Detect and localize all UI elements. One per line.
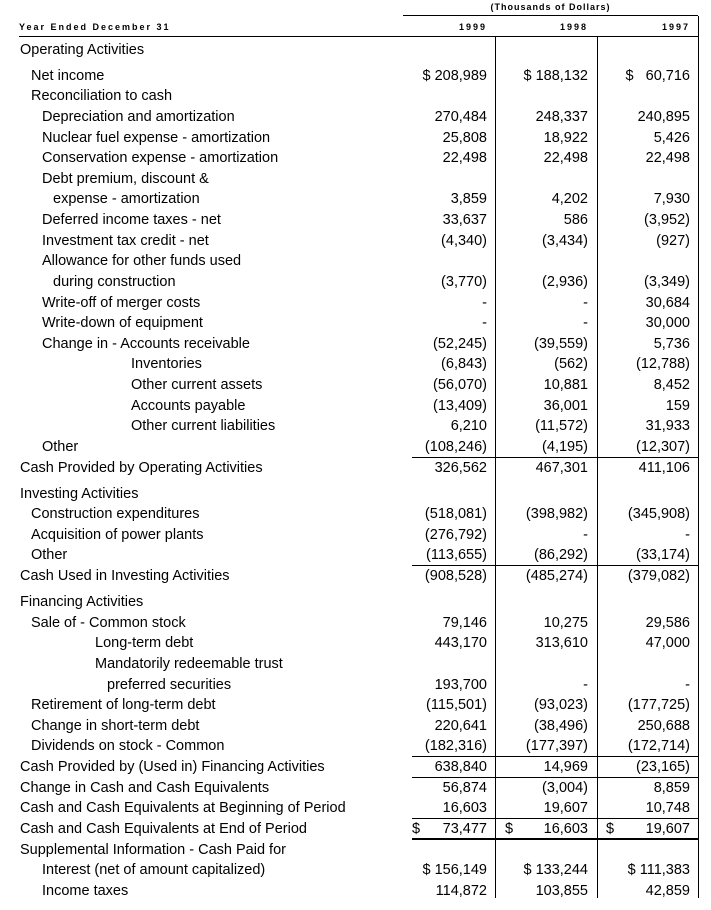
cell-1998: 586 xyxy=(563,212,588,228)
cell-1998: 103,855 xyxy=(535,883,588,899)
cell-1997: (23,165) xyxy=(635,759,690,775)
cell-1997: (172,714) xyxy=(627,738,690,754)
cell-1999: (56,070) xyxy=(432,377,487,393)
cell-1997: 47,000 xyxy=(645,635,690,651)
row-label: Supplemental Information - Cash Paid for xyxy=(20,842,286,858)
subtotal-rule xyxy=(412,457,698,458)
cell-1997: 7,930 xyxy=(653,191,690,207)
period-label: Year Ended December 31 xyxy=(19,22,171,32)
row-label: Change in - Accounts receivable xyxy=(42,336,250,352)
table-row xyxy=(0,66,711,86)
row-label: Cash and Cash Equivalents at Beginning of Period xyxy=(20,800,346,816)
cell-1997: - xyxy=(685,527,690,543)
row-label: Dividends on stock - Common xyxy=(31,738,225,754)
cell-1999: (908,528) xyxy=(424,568,487,584)
cell-1999: $ 208,989 xyxy=(422,68,487,84)
cell-1998: (38,496) xyxy=(533,718,588,734)
table-row xyxy=(0,40,711,60)
cell-1997: 10,748 xyxy=(645,800,690,816)
table-row xyxy=(0,210,711,230)
row-label: Income taxes xyxy=(42,883,129,899)
row-label: Long-term debt xyxy=(95,635,194,651)
row-label: Change in short-term debt xyxy=(31,718,200,734)
cell-1997: (345,908) xyxy=(627,506,690,522)
table-row xyxy=(0,613,711,633)
cell-1997: 5,426 xyxy=(653,130,690,146)
table-row xyxy=(0,716,711,736)
currency-symbol: $ xyxy=(505,821,514,837)
cell-1997: (3,349) xyxy=(644,274,690,290)
row-label: Inventories xyxy=(131,356,202,372)
table-row xyxy=(0,293,711,313)
cell-1997: (12,788) xyxy=(635,356,690,372)
row-label: Allowance for other funds used xyxy=(42,253,242,269)
row-label: Conservation expense - amortization xyxy=(42,150,279,166)
table-row xyxy=(0,545,711,565)
table-row xyxy=(0,231,711,251)
cell-1998: - xyxy=(583,315,588,331)
cell-1998: 10,275 xyxy=(543,615,588,631)
cell-1999: (6,843) xyxy=(441,356,487,372)
row-label: Deferred income taxes - net xyxy=(42,212,221,228)
row-label: Investment tax credit - net xyxy=(42,233,209,249)
cell-1999: (4,340) xyxy=(441,233,487,249)
table-row xyxy=(0,334,711,354)
table-row xyxy=(0,107,711,127)
cell-1997: (3,952) xyxy=(644,212,690,228)
total-double-rule xyxy=(412,838,698,840)
table-row xyxy=(0,798,711,818)
cell-1997: (177,725) xyxy=(627,697,690,713)
cell-1997: (33,174) xyxy=(635,547,690,563)
row-label: Other xyxy=(31,547,68,563)
cell-1997: 42,859 xyxy=(645,883,690,899)
year-header-1997: 1997 xyxy=(661,22,690,32)
cell-1998: - xyxy=(583,527,588,543)
row-label: Investing Activities xyxy=(20,486,139,502)
row-label: expense - amortization xyxy=(53,191,200,207)
cell-1998: (562) xyxy=(554,356,588,372)
cell-1998: $ 133,244 xyxy=(523,862,588,878)
cell-1998: (398,982) xyxy=(525,506,588,522)
row-label: Accounts payable xyxy=(131,398,246,414)
cell-1999: (13,409) xyxy=(432,398,487,414)
row-label: Other current liabilities xyxy=(131,418,276,434)
cell-1998: - xyxy=(583,295,588,311)
cell-1998: (3,434) xyxy=(542,233,588,249)
table-row xyxy=(0,819,711,839)
cell-1997: 5,736 xyxy=(653,336,690,352)
cell-1997: $ 111,383 xyxy=(627,862,690,878)
table-row xyxy=(0,654,711,674)
cell-1999: 326,562 xyxy=(434,460,487,476)
table-row xyxy=(0,592,711,612)
row-label: Interest (net of amount capitalized) xyxy=(42,862,266,878)
cell-1997: 29,586 xyxy=(645,615,690,631)
table-row xyxy=(0,354,711,374)
table-row xyxy=(0,675,711,695)
table-row xyxy=(0,416,711,436)
currency-symbol: $ xyxy=(606,821,615,837)
cell-1999: (115,501) xyxy=(426,697,487,713)
row-label: Change in Cash and Cash Equivalents xyxy=(20,780,270,796)
table-row xyxy=(0,251,711,271)
table-row xyxy=(0,148,711,168)
row-label: Cash Provided by Operating Activities xyxy=(20,460,263,476)
row-label: Acquisition of power plants xyxy=(31,527,204,543)
cell-1999: (182,316) xyxy=(424,738,487,754)
cell-1999: (113,655) xyxy=(426,547,487,563)
cell-1998: (485,274) xyxy=(525,568,588,584)
table-row xyxy=(0,525,711,545)
row-label: Debt premium, discount & xyxy=(42,171,209,187)
cell-1997: 8,859 xyxy=(653,780,690,796)
cell-1997: 31,933 xyxy=(645,418,690,434)
cell-1998: (93,023) xyxy=(533,697,588,713)
row-label: Depreciation and amortization xyxy=(42,109,235,125)
units-rule xyxy=(403,15,698,16)
year-header-1998: 1998 xyxy=(559,22,588,32)
cell-1998: (3,004) xyxy=(542,780,588,796)
cell-1997: $ 60,716 xyxy=(625,68,690,84)
cell-1998: 10,881 xyxy=(543,377,588,393)
cell-1997: 159 xyxy=(665,398,690,414)
table-row xyxy=(0,633,711,653)
table-row xyxy=(0,504,711,524)
cell-1999: (276,792) xyxy=(424,527,487,543)
cell-1999: 193,700 xyxy=(434,677,487,693)
cell-1999: 6,210 xyxy=(450,418,487,434)
table-row xyxy=(0,313,711,333)
cell-1998: - xyxy=(583,677,588,693)
table-row xyxy=(0,484,711,504)
subtotal-rule xyxy=(412,756,698,757)
cell-1998: 18,922 xyxy=(543,130,588,146)
cell-1998: 36,001 xyxy=(543,398,588,414)
cell-1999: 22,498 xyxy=(442,150,487,166)
cell-1999: 56,874 xyxy=(442,780,487,796)
cell-1999: 443,170 xyxy=(434,635,487,651)
table-row xyxy=(0,778,711,798)
cell-1998: 313,610 xyxy=(535,635,588,651)
cell-1997: 22,498 xyxy=(645,150,690,166)
cell-1997: - xyxy=(685,677,690,693)
table-row xyxy=(0,840,711,860)
row-label: Mandatorily redeemable trust xyxy=(95,656,283,672)
cell-1998: (4,195) xyxy=(542,439,588,455)
cell-1999: (108,246) xyxy=(424,439,487,455)
cell-1997: 8,452 xyxy=(653,377,690,393)
cell-1999: 73,477 xyxy=(442,821,487,837)
subtotal-rule xyxy=(412,777,698,778)
table-row xyxy=(0,396,711,416)
cell-1999: 114,872 xyxy=(435,883,487,899)
cell-1997: 240,895 xyxy=(637,109,690,125)
row-label: Write-down of equipment xyxy=(42,315,203,331)
subtotal-rule xyxy=(412,818,698,819)
cell-1999: - xyxy=(482,315,487,331)
row-label: Cash and Cash Equivalents at End of Period xyxy=(20,821,307,837)
row-label: Financing Activities xyxy=(20,594,144,610)
cell-1997: 19,607 xyxy=(645,821,690,837)
table-row xyxy=(0,860,711,880)
cell-1999: 25,808 xyxy=(442,130,487,146)
table-row xyxy=(0,757,711,777)
cell-1998: 467,301 xyxy=(535,460,588,476)
cell-1998: $ 188,132 xyxy=(523,68,588,84)
cell-1999: 33,637 xyxy=(442,212,487,228)
currency-symbol: $ xyxy=(412,821,421,837)
row-label: during construction xyxy=(53,274,176,290)
cell-1999: $ 156,149 xyxy=(422,862,487,878)
units-caption: (Thousands of Dollars) xyxy=(490,2,611,12)
cell-1998: 22,498 xyxy=(543,150,588,166)
cell-1998: (39,559) xyxy=(533,336,588,352)
cell-1997: 411,106 xyxy=(638,460,690,476)
cell-1997: 30,000 xyxy=(645,315,690,331)
cell-1998: 16,603 xyxy=(543,821,588,837)
table-row xyxy=(0,736,711,756)
table-row xyxy=(0,169,711,189)
row-label: Sale of - Common stock xyxy=(31,615,186,631)
table-row xyxy=(0,128,711,148)
table-row xyxy=(0,695,711,715)
row-label: Other current assets xyxy=(131,377,263,393)
cell-1999: 270,484 xyxy=(434,109,487,125)
table-row xyxy=(0,375,711,395)
cell-1999: (3,770) xyxy=(441,274,487,290)
table-row xyxy=(0,566,711,586)
table-row xyxy=(0,86,711,106)
year-header-1999: 1999 xyxy=(458,22,487,32)
row-label: Nuclear fuel expense - amortization xyxy=(42,130,271,146)
row-label: Cash Provided by (Used in) Financing Activities xyxy=(20,759,325,775)
cell-1997: 30,684 xyxy=(645,295,690,311)
cell-1999: 3,859 xyxy=(450,191,487,207)
cell-1998: (177,397) xyxy=(525,738,588,754)
cell-1999: 638,840 xyxy=(434,759,487,775)
row-label: Construction expenditures xyxy=(31,506,200,522)
row-label: Operating Activities xyxy=(20,42,145,58)
table-row xyxy=(0,272,711,292)
table-row xyxy=(0,881,711,901)
cell-1999: 79,146 xyxy=(442,615,487,631)
cell-1997: 250,688 xyxy=(637,718,690,734)
table-row xyxy=(0,189,711,209)
row-label: Retirement of long-term debt xyxy=(31,697,216,713)
cell-1998: 4,202 xyxy=(551,191,588,207)
row-label: Reconciliation to cash xyxy=(31,88,173,104)
row-label: Other xyxy=(42,439,79,455)
row-label: preferred securities xyxy=(107,677,232,693)
table-row xyxy=(0,458,711,478)
cell-1999: 220,641 xyxy=(434,718,487,734)
cell-1999: (518,081) xyxy=(424,506,487,522)
cell-1998: 248,337 xyxy=(535,109,588,125)
row-label: Net income xyxy=(31,68,105,84)
table-row xyxy=(0,437,711,457)
cell-1999: (52,245) xyxy=(432,336,487,352)
cell-1997: (927) xyxy=(656,233,690,249)
cell-1999: - xyxy=(482,295,487,311)
row-label: Cash Used in Investing Activities xyxy=(20,568,230,584)
cell-1997: (12,307) xyxy=(635,439,690,455)
cell-1998: (2,936) xyxy=(542,274,588,290)
cell-1998: 14,969 xyxy=(543,759,588,775)
cell-1998: 19,607 xyxy=(543,800,588,816)
subtotal-rule xyxy=(412,565,698,566)
row-label: Write-off of merger costs xyxy=(42,295,201,311)
cell-1998: (86,292) xyxy=(533,547,588,563)
cell-1997: (379,082) xyxy=(627,568,690,584)
cell-1999: 16,603 xyxy=(442,800,487,816)
cell-1998: (11,572) xyxy=(535,418,588,434)
